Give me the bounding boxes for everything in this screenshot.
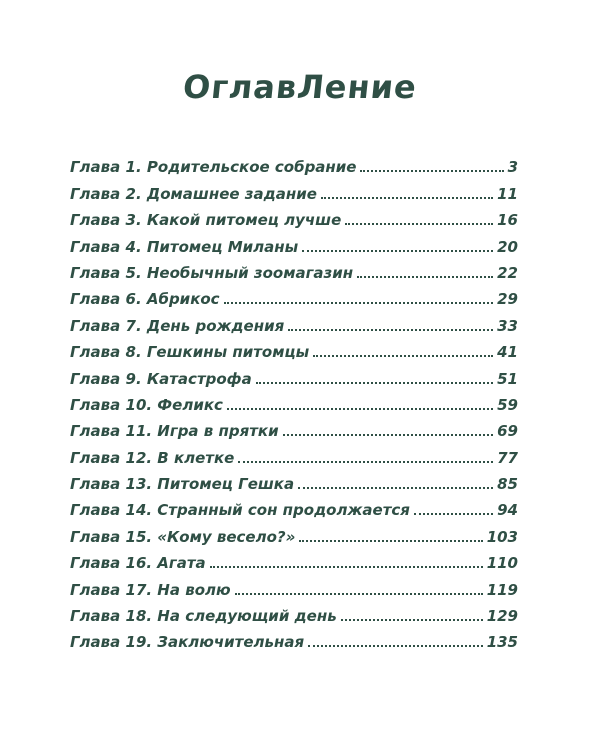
toc-entry-page-number: 85 (497, 475, 518, 494)
toc-entry-page-number: 110 (486, 554, 518, 573)
toc-leader-dots (360, 170, 503, 172)
toc-leader-dots (299, 540, 482, 542)
toc-entry-title: Глава 10. Феликс (70, 395, 223, 414)
toc-entry-page-number: 59 (497, 395, 518, 414)
toc-leader-dots (235, 593, 483, 595)
toc-leader-dots (341, 619, 483, 621)
toc-entry (70, 519, 518, 545)
toc-entry-title: Глава 3. Какой питомец лучше (70, 211, 342, 230)
toc-entry (70, 493, 518, 519)
toc-entry (70, 388, 518, 414)
toc-entry-title: Глава 6. Абрикос (70, 290, 220, 309)
toc-entry-page-number: 94 (497, 501, 518, 520)
toc-entry-page-number: 51 (497, 369, 518, 388)
toc-leader-dots (308, 645, 483, 647)
toc-entry (70, 256, 518, 282)
toc-entry (70, 150, 518, 176)
toc-entry (70, 625, 518, 651)
toc-leader-dots (288, 329, 493, 331)
toc-entry (70, 414, 518, 440)
toc-entry-title: Глава 18. На следующий день (70, 607, 337, 626)
toc-entry-page-number: 33 (497, 316, 518, 335)
toc-entry-title: Глава 1. Родительское собрание (70, 158, 357, 177)
toc-leader-dots (224, 302, 494, 304)
toc-entry-title: Глава 15. «Кому весело?» (70, 527, 296, 546)
toc-entry (70, 229, 518, 255)
toc-entry (70, 203, 518, 229)
toc-leader-dots (302, 250, 493, 252)
table-of-contents (70, 150, 518, 651)
toc-entry-page-number: 3 (507, 158, 518, 177)
toc-entry (70, 308, 518, 334)
toc-entry (70, 176, 518, 202)
toc-entry-page-number: 11 (497, 184, 518, 203)
toc-leader-dots (238, 461, 493, 463)
toc-leader-dots (414, 513, 493, 515)
toc-entry-title: Глава 8. Гешкины питомцы (70, 343, 310, 362)
toc-entry-page-number: 20 (497, 237, 518, 256)
toc-entry-page-number: 135 (486, 633, 518, 652)
toc-entry-title: Глава 9. Катастрофа (70, 369, 252, 388)
toc-entry-page-number: 41 (497, 343, 518, 362)
toc-entry-title: Глава 12. В клетке (70, 448, 235, 467)
toc-entry-page-number: 16 (497, 211, 518, 230)
toc-entry (70, 572, 518, 598)
toc-entry (70, 599, 518, 625)
toc-entry-page-number: 119 (486, 580, 518, 599)
toc-entry-title: Глава 2. Домашнее задание (70, 184, 317, 203)
toc-entry (70, 467, 518, 493)
toc-leader-dots (357, 276, 493, 278)
toc-entry (70, 440, 518, 466)
toc-entry-title: Глава 16. Агата (70, 554, 206, 573)
toc-entry-page-number: 69 (497, 422, 518, 441)
toc-entry-title: Глава 17. На волю (70, 580, 231, 599)
toc-entry-title: Глава 5. Необычный зоомагазин (70, 263, 354, 282)
toc-entry (70, 361, 518, 387)
toc-entry-title: Глава 19. Заключительная (70, 633, 305, 652)
toc-leader-dots (283, 434, 494, 436)
toc-entry-title: Глава 11. Игра в прятки (70, 422, 279, 441)
toc-entry (70, 546, 518, 572)
toc-leader-dots (256, 382, 493, 384)
toc-leader-dots (345, 223, 493, 225)
toc-entry-page-number: 22 (497, 263, 518, 282)
toc-entry-title: Глава 7. День рождения (70, 316, 285, 335)
toc-entry-title: Глава 13. Питомец Гешка (70, 475, 295, 494)
toc-leader-dots (210, 566, 483, 568)
toc-entry-title: Глава 4. Питомец Миланы (70, 237, 299, 256)
page-title: ОглавЛение (181, 68, 419, 106)
toc-entry (70, 335, 518, 361)
toc-entry-page-number: 103 (486, 527, 518, 546)
toc-leader-dots (313, 355, 493, 357)
toc-leader-dots (227, 408, 493, 410)
toc-entry (70, 282, 518, 308)
toc-entry-page-number: 77 (497, 448, 518, 467)
toc-leader-dots (321, 197, 493, 199)
toc-entry-title: Глава 14. Странный сон продолжается (70, 501, 410, 520)
toc-leader-dots (298, 487, 493, 489)
toc-entry-page-number: 129 (486, 607, 518, 626)
toc-entry-page-number: 29 (497, 290, 518, 309)
